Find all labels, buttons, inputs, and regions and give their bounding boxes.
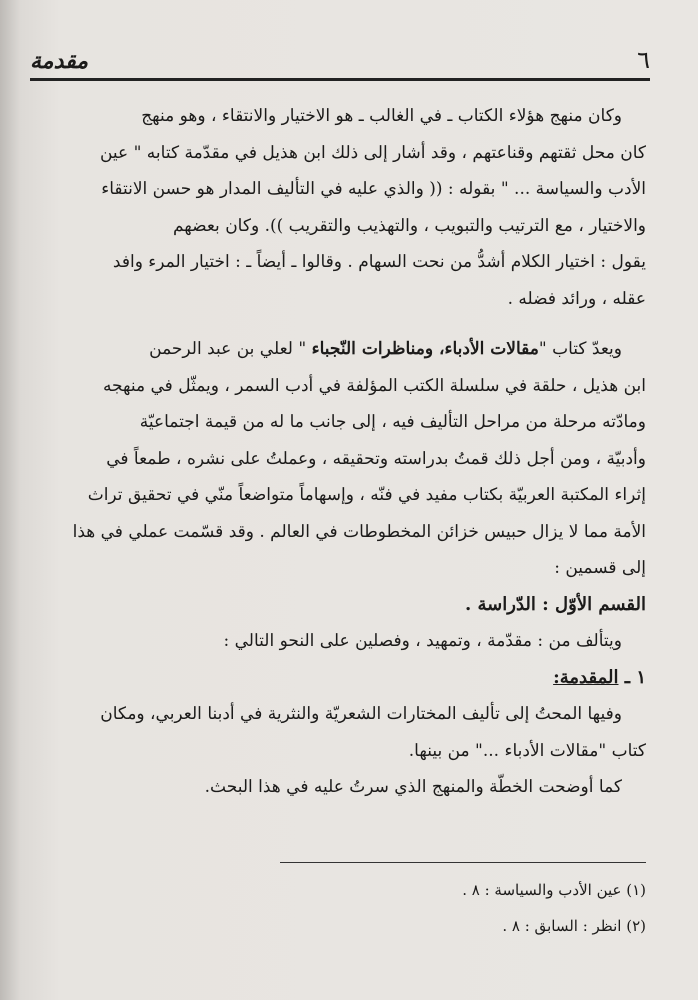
text-line: وفيها المحتُ إلى تأليف المختارات الشعريّة والنثرية في أدبنا العربي، ومكان [100,704,622,724]
running-head: مقدمة [30,48,89,74]
book-title: مقالات الأدباء، ومناظرات النّجباء [311,339,539,359]
header-rule [30,78,650,81]
footnote-rule [280,862,646,863]
subsection-heading [44,660,646,697]
text-line: إلى قسمين : [554,558,646,578]
text-line: الأدب والسياسة ... " بقوله : (( والذي عليه في التأليف المدار هو حسن الانتقاء [101,179,646,199]
subsection-number: ١ ـ [624,666,646,688]
text-line: يقول : اختيار الكلام أشدُّ من نحت السهام . وقالوا ـ أيضاً ـ : اختيار المرء وافد [112,252,646,272]
page-number: ٦ [637,46,650,74]
text-line: كان محل ثقتهم وقناعتهم ، وقد أشار إلى ذلك ابن هذيل في مقدّمة كتابه " عين [99,142,646,163]
text-fragment: ويعدّ كتاب " [538,339,622,359]
text-fragment: " لعلي بن عبد الرحمن [149,339,312,359]
footnote-1: (١) عين الأدب والسياسة : ٨ . [462,881,646,899]
text-line: عقله ، ورائد فضله . [507,288,646,309]
footnote-2: (٢) انظر : السابق : ٨ . [502,917,646,935]
text-line: كما أوضحت الخطّة والمنهج الذي سرتُ عليه في هذا البحث. [204,777,622,797]
text-line: ومادّته مرحلة من مراحل التأليف فيه ، إلى جانب ما له من قيمة اجتماعيّة [139,412,646,432]
text-line: ابن هذيل ، حلقة في سلسلة الكتب المؤلفة في أدب السمر ، ويمثّل في منهجه [102,375,646,396]
page-header [30,46,650,80]
text-line: كتاب "مقالات الأدباء ..." من بينها. [408,740,646,761]
text-line: وكان منهج هؤلاء الكتاب ـ في الغالب ـ هو الاختيار والانتقاء ، وهو منهج [141,106,622,126]
section-heading: القسم الأوّل : الدّراسة . [464,593,646,615]
text-line [44,331,646,368]
footnotes [52,872,646,944]
text-line: إثراء المكتبة العربيّة بكتاب مفيد في فنّه ، وإسهاماً متواضعاً منّي في تحقيق تراث [87,485,646,505]
text-line: وأدبيّة ، ومن أجل ذلك قمتُ بدراسته وتحقيقه ، وعملتُ على نشره ، طمعاً في [106,448,646,469]
body-text [44,98,646,806]
text-line: ويتألف من : مقدّمة ، وتمهيد ، وفصلين على النحو التالي : [223,631,622,651]
text-line: الأمة مما لا يزال حبيس خزائن المخطوطات في العالم . وقد قسّمت عملي في هذا [72,521,646,542]
text-line: والاختيار ، مع الترتيب والتبويب ، والتهذيب والتقريب )). وكان بعضهم [172,215,646,236]
subsection-title: المقدمة: [553,666,619,688]
